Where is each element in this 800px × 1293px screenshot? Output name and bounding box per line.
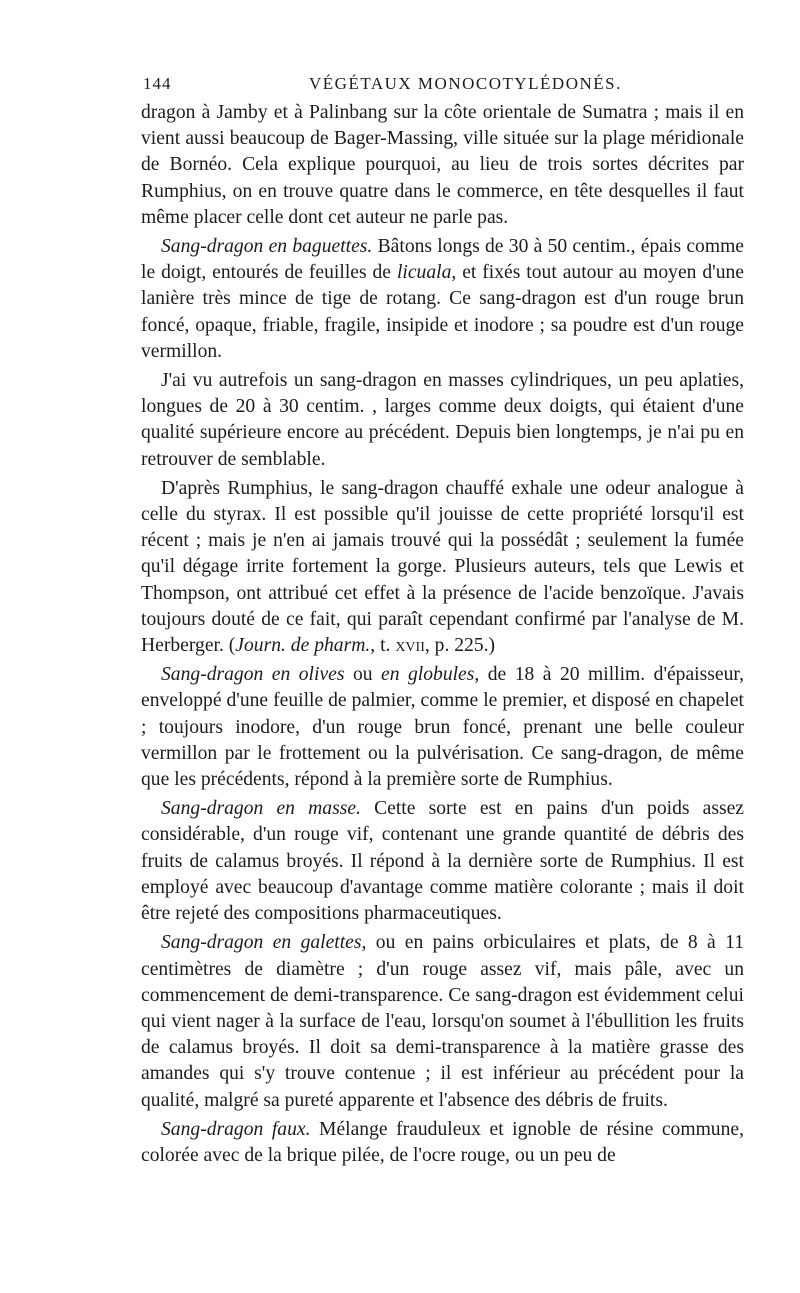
citation-title: Journ. de pharm. <box>235 635 371 657</box>
paragraph: Sang-dragon faux. Mélange frauduleux et ignoble de résine commune, colorée avec de la brique pilée, de l'ocre rouge, ou un peu de <box>141 1118 744 1166</box>
paragraph: Sang-dragon en galettes, ou en pains orbiculaires et plats, de 8 à 11 centimètres de diamètre ; d'un rouge assez vif, mais pâle, avec un commencement de demi-transparence. Ce sang-dragon est évidemment celui qui vient nager à la surface de l'eau, lorsqu'on soumet à l'ébullition les fruits de calamus broyés. Il doit sa demi-transparence à la matière grasse des amandes qui s'y trouve contenue ; il est inférieur au précédent pour la qualité, malgré sa pureté apparente et l'absence des débris de fruits. <box>141 932 744 1111</box>
page-header <box>143 74 743 102</box>
section-title: Sang-dragon en olives <box>161 664 345 686</box>
paragraph: Sang-dragon en baguettes. Bâtons longs de 30 à 50 centim., épais comme le doigt, entourés de feuilles de licuala, et fixés tout autour au moyen d'une lanière très mince de tige de rotang. Ce sang-dragon est d'un rouge brun foncé, opaque, friable, fragile, insipide et inodore ; sa poudre est d'un rouge vermillon. <box>141 236 745 362</box>
section-title: Sang-dragon en galettes <box>161 932 362 954</box>
section-title: Sang-dragon en masse. <box>161 798 361 820</box>
paragraph: dragon à Jamby et à Palinbang sur la côte orientale de Sumatra ; mais il en vient aussi beaucoup de Bager-Massing, ville située sur la plage méridionale de Bornéo. Cela explique pourquoi, au lieu de trois sortes décrites par Rumphius, on en trouve quatre dans le commerce, en tête desquelles il faut même placer celle dont cet auteur ne parle pas. <box>141 102 744 228</box>
emphasis: licuala <box>396 262 452 284</box>
paragraph: J'ai vu autrefois un sang-dragon en masses cylindriques, un peu aplaties, longues de 20 à 30 centim. , larges comme deux doigts, qui étaient d'une qualité supérieure encore au précédent. Depuis bien longtemps, je n'ai pu en retrouver de semblable. <box>141 370 744 470</box>
section-title: Sang-dragon en baguettes. <box>161 236 373 258</box>
page-body <box>141 100 744 1169</box>
running-title: VÉGÉTAUX MONOCOTYLÉDONÉS. <box>309 74 622 93</box>
section-title: Sang-dragon faux. <box>161 1118 311 1140</box>
paragraph: Sang-dragon en olives ou en globules, de 18 à 20 millim. d'épaisseur, enveloppé d'une feuille de palmier, comme le premier, et disposé en chapelet ; toujours inodore, d'un rouge brun foncé, prenant une belle couleur vermillon par le frottement ou la pulvérisation. Ce sang-dragon, de même que les précédents, répond à la première sorte de Rumphius. <box>141 664 744 791</box>
paragraph: Sang-dragon en masse. Cette sorte est en pains d'un poids assez considérable, d'un rouge vif, contenant une grande quantité de débris des fruits de calamus broyés. Il répond à la dernière sorte de Rumphius. Il est employé avec beaucoup d'avantage comme matière colorante ; mais il doit être rejeté des compositions pharmaceutiques. <box>141 798 745 925</box>
page-number: 144 <box>143 74 172 93</box>
section-title: en globules <box>381 664 475 686</box>
paragraph: D'après Rumphius, le sang-dragon chauffé exhale une odeur analogue à celle du styrax. Il est possible qu'il jouisse de cette propriété lorsqu'il est récent ; mais je n'en ai jamais trouvé qui la possédât ; seulement la fumée qu'il dégage irrite fortement la gorge. Plusieurs auteurs, tels que Lewis et Thompson, ont attribué cet effet à la présence de l'acide benzoïque. J'avais toujours douté de ce fait, qui paraît cependant confirmé par l'analyse de M. Herberger. (Journ. de pharm., t. xvii, p. 225.) <box>141 477 744 657</box>
volume-number: xvii <box>395 635 425 657</box>
